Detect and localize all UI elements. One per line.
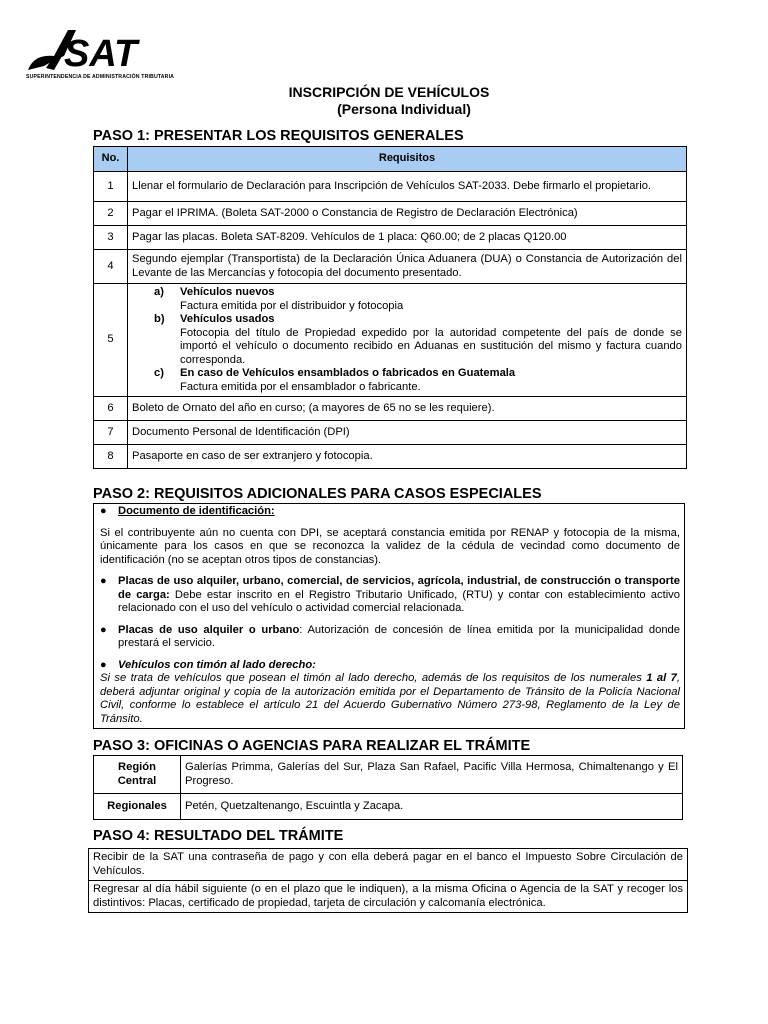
region-offices: Petén, Quetzaltenango, Escuintla y Zacapa. (181, 794, 683, 820)
list-item (100, 505, 680, 519)
row-req: Documento Personal de Identificación (DPI) (128, 421, 687, 445)
region-label: Regionales (94, 794, 181, 820)
sublist-title: Vehículos nuevos (180, 286, 275, 298)
paso3-heading: PASO 3: OFICINAS O AGENCIAS PARA REALIZAR EL TRÁMITE (93, 738, 531, 754)
sublist-text: Factura emitida por el ensamblador o fabricante. (180, 380, 421, 393)
sublist-letter: a) (154, 286, 164, 298)
bullet-text: Debe estar inscrito en el Registro Tributario Unificado, (RTU) y contar con establecimiento activo relacionado con el uso del vehículo o actividad comercial relacionada. (118, 588, 680, 614)
bullet-title: Placas de uso alquiler, urbano, comercial, de servicios, agrícola, industrial, de construcción o transporte de carga: (118, 575, 680, 601)
table-row (94, 226, 687, 250)
sublist-text: Factura emitida por el distribuidor y fotocopia (180, 299, 404, 312)
sat-logo-icon (24, 26, 172, 74)
paso4-box (88, 848, 688, 913)
title-line-1: INSCRIPCIÓN DE VEHÍCULOS (288, 84, 490, 100)
col-req-header: Requisitos (128, 147, 687, 172)
row-no: 4 (94, 250, 128, 284)
title-line-2: (Persona Individual) (337, 101, 471, 117)
region-label: Región Central (94, 756, 181, 794)
italic-text: , deberá adjuntar original y copia de la autorización emitida por el Departamento de Tránsito de la Policía Nacional Civil, conforme lo establece el artículo 21 del Acuerdo Gubernativo Número 273-98, Reglamento de la Ley de Tránsito. (100, 672, 680, 725)
document-title (0, 84, 768, 118)
bullet-title: Vehículos con timón al lado derecho: (118, 658, 316, 671)
col-no-header: No. (94, 147, 128, 172)
italic-bold-text: 1 al 7 (646, 672, 677, 684)
sat-logo (24, 26, 175, 86)
logo-subtitle: SUPERINTENDENCIA DE ADMINISTRACIÓN TRIBUTARIA (26, 74, 175, 80)
bullet-text: : Autorización de concesión de línea emitida por la municipalidad donde prestará el servicio. (118, 623, 680, 649)
table-row (94, 172, 687, 202)
row-req: Pagar las placas. Boleta SAT-8209. Vehículos de 1 placa: Q60.00; de 2 placas Q120.00 (128, 226, 687, 250)
sublist-text: Fotocopia del título de Propiedad expedido por la autoridad competente del país de donde se importó el vehículo o documento recibido en Aduanas en sustitución del mismo y factura cuando corresponda. (180, 326, 682, 366)
row-req: Boleto de Ornato del año en curso; (a mayores de 65 no se les requiere). (128, 397, 687, 421)
bullet-title: Documento de identificación: (118, 505, 275, 517)
table-row (94, 794, 683, 820)
paso1-table (93, 146, 687, 469)
bullet-paragraph: Si el contribuyente aún no cuenta con DPI, se aceptará constancia emitida por RENAP y fotocopia de la misma, únicamente para los casos en que se reconozca la validez de la cédula de vecindad como documento de identificación (no se aceptan otros tipos de constancias). (100, 526, 680, 566)
row-req: Segundo ejemplar (Transportista) de la Declaración Única Aduanera (DUA) o Constancia de Autorización del Levante de las Mercancías y fotocopia del documento presentado. (128, 250, 687, 284)
sat-logo-text: SAT (64, 33, 138, 74)
sublist-item (132, 367, 682, 394)
paso1-heading: PASO 1: PRESENTAR LOS REQUISITOS GENERALES (93, 128, 464, 144)
table-row (94, 250, 687, 284)
bullet-icon: ● (100, 575, 107, 587)
row-no: 2 (94, 202, 128, 226)
result-paragraph: Regresar al día hábil siguiente (o en el plazo que le indiquen), a la misma Oficina o Agencia de la SAT y recoger los distintivos: Placas, certificado de propiedad, tarjeta de circulación y calcomanía electrónica. (88, 881, 688, 913)
table-row (94, 202, 687, 226)
row-no: 8 (94, 445, 128, 469)
paso2-box (93, 503, 685, 729)
row-req: Llenar el formulario de Declaración para Inscripción de Vehículos SAT-2033. Debe firmarlo el propietario. (128, 172, 687, 202)
bullet-paragraph-italic (100, 672, 680, 726)
region-offices: Galerías Primma, Galerías del Sur, Plaza San Rafael, Pacific Villa Hermosa, Chimaltenango y El Progreso. (181, 756, 683, 794)
row-no: 3 (94, 226, 128, 250)
row-req: Pasaporte en caso de ser extranjero y fotocopia. (128, 445, 687, 469)
table-header-row (94, 147, 687, 172)
row-no: 5 (94, 284, 128, 397)
row-req: Pagar el IPRIMA. (Boleta SAT-2000 o Constancia de Registro de Declaración Electrónica) (128, 202, 687, 226)
sublist-letter: c) (154, 367, 164, 379)
table-row (94, 421, 687, 445)
bullet-icon: ● (100, 623, 107, 636)
row-req-sublist (128, 284, 687, 397)
sublist-item (132, 286, 682, 313)
result-paragraph: Recibir de la SAT una contraseña de pago y con ella deberá pagar en el banco el Impuesto Sobre Circulación de Vehículos. (88, 848, 688, 881)
list-item (100, 624, 680, 651)
list-item (100, 659, 680, 673)
sublist-letter: b) (154, 313, 165, 325)
row-no: 7 (94, 421, 128, 445)
paso3-table (93, 755, 683, 820)
bullet-icon: ● (100, 658, 107, 671)
table-row (94, 284, 687, 397)
list-item (100, 575, 680, 616)
italic-text: Si se trata de vehículos que posean el timón al lado derecho, además de los requisitos de los numerales (100, 672, 647, 684)
table-row (94, 756, 683, 794)
table-row (94, 445, 687, 469)
sublist-title: Vehículos usados (180, 313, 275, 325)
row-no: 6 (94, 397, 128, 421)
sublist-item (132, 313, 682, 367)
paso4-heading: PASO 4: RESULTADO DEL TRÁMITE (93, 828, 344, 844)
bullet-title: Placas de uso alquiler o urbano (118, 623, 300, 636)
table-row (94, 397, 687, 421)
row-no: 1 (94, 172, 128, 202)
bullet-icon: ● (100, 505, 107, 517)
sublist-title: En caso de Vehículos ensamblados o fabricados en Guatemala (180, 367, 516, 379)
paso2-heading: PASO 2: REQUISITOS ADICIONALES PARA CASOS ESPECIALES (93, 486, 542, 502)
